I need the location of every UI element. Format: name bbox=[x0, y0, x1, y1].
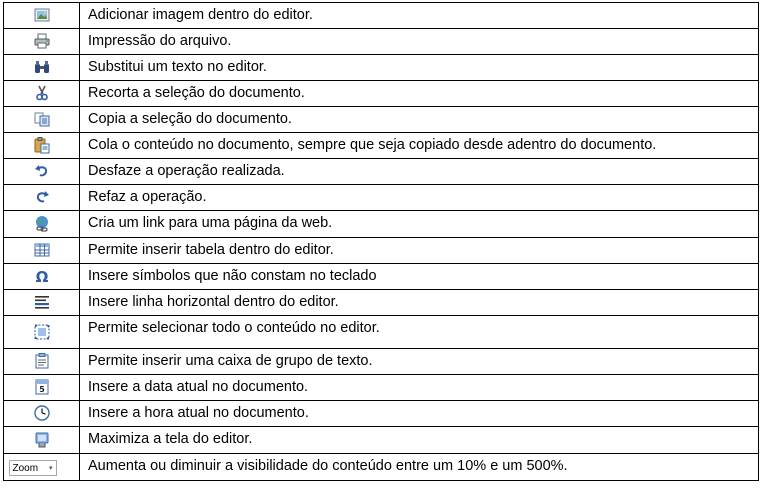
description-cell: Insere símbolos que não constam no teclado bbox=[80, 264, 759, 290]
zoom-select[interactable] bbox=[9, 460, 57, 476]
icon-cell bbox=[4, 3, 80, 29]
icon-cell bbox=[4, 349, 80, 375]
table-row bbox=[4, 401, 759, 427]
select-all-icon bbox=[33, 323, 51, 341]
table-row bbox=[4, 264, 759, 290]
table-row bbox=[4, 81, 759, 107]
binoculars-icon bbox=[33, 58, 51, 76]
description-cell: Substitui um texto no editor. bbox=[80, 55, 759, 81]
description-cell: Permite inserir uma caixa de grupo de texto. bbox=[80, 349, 759, 375]
toolbar-legend-table bbox=[3, 2, 759, 481]
printer-icon bbox=[33, 32, 51, 50]
table-row bbox=[4, 55, 759, 81]
description-cell: Refaz a operação. bbox=[80, 185, 759, 211]
icon-cell bbox=[4, 401, 80, 427]
svg-text:5: 5 bbox=[38, 385, 45, 395]
copy-icon bbox=[33, 110, 51, 128]
scissors-icon bbox=[33, 84, 51, 102]
description-cell: Insere a hora atual no documento. bbox=[80, 401, 759, 427]
description-cell: Permite inserir tabela dentro do editor. bbox=[80, 238, 759, 264]
date-icon bbox=[33, 378, 51, 396]
description-cell: Impressão do arquivo. bbox=[80, 29, 759, 55]
description-cell: Aumenta ou diminuir a visibilidade do conteúdo entre um 10% e um 500%. bbox=[80, 454, 759, 481]
table-row bbox=[4, 290, 759, 316]
description-cell: Insere a data atual no documento. bbox=[80, 375, 759, 401]
icon-cell bbox=[4, 29, 80, 55]
image-icon bbox=[33, 6, 51, 24]
icon-cell bbox=[4, 238, 80, 264]
icon-cell bbox=[4, 159, 80, 185]
table-row bbox=[4, 238, 759, 264]
icon-cell bbox=[4, 133, 80, 159]
icon-cell bbox=[4, 211, 80, 238]
table-row bbox=[4, 427, 759, 454]
link-globe-icon bbox=[33, 215, 51, 233]
description-cell: Permite selecionar todo o conteúdo no editor. bbox=[80, 316, 759, 349]
description-cell: Copia a seleção do documento. bbox=[80, 107, 759, 133]
description-cell: Recorta a seleção do documento. bbox=[80, 81, 759, 107]
omega-icon bbox=[33, 267, 51, 285]
table-row bbox=[4, 3, 759, 29]
icon-cell bbox=[4, 290, 80, 316]
chevron-down-icon: ▾ bbox=[48, 465, 53, 473]
clock-icon bbox=[33, 404, 51, 422]
description-cell: Cola o conteúdo no documento, sempre que seja copiado desde adentro do documento. bbox=[80, 133, 759, 159]
maximize-icon bbox=[33, 431, 51, 449]
paste-icon bbox=[33, 136, 51, 154]
icon-cell bbox=[4, 55, 80, 81]
table-row bbox=[4, 107, 759, 133]
icon-cell bbox=[4, 375, 80, 401]
description-cell: Insere linha horizontal dentro do editor. bbox=[80, 290, 759, 316]
description-cell: Maximiza a tela do editor. bbox=[80, 427, 759, 454]
redo-icon bbox=[33, 188, 51, 206]
icon-cell bbox=[4, 264, 80, 290]
table-row bbox=[4, 211, 759, 238]
table-icon bbox=[33, 241, 51, 259]
text-group-icon bbox=[33, 352, 51, 370]
icon-cell bbox=[4, 107, 80, 133]
table-row bbox=[4, 29, 759, 55]
table-row bbox=[4, 375, 759, 401]
table-row bbox=[4, 454, 759, 481]
description-cell: Desfaze a operação realizada. bbox=[80, 159, 759, 185]
zoom-select-label: Zoom bbox=[12, 462, 39, 474]
undo-icon bbox=[33, 162, 51, 180]
table-row bbox=[4, 349, 759, 375]
table-row bbox=[4, 185, 759, 211]
table-row bbox=[4, 316, 759, 349]
horizontal-line-icon bbox=[33, 293, 51, 311]
icon-cell bbox=[4, 454, 80, 481]
table-row bbox=[4, 133, 759, 159]
icon-cell bbox=[4, 185, 80, 211]
description-cell: Adicionar imagem dentro do editor. bbox=[80, 3, 759, 29]
table-row bbox=[4, 159, 759, 185]
svg-text:Ω: Ω bbox=[35, 268, 48, 286]
icon-cell bbox=[4, 427, 80, 454]
description-cell: Cria um link para uma página da web. bbox=[80, 211, 759, 238]
icon-cell bbox=[4, 81, 80, 107]
icon-cell bbox=[4, 316, 80, 349]
